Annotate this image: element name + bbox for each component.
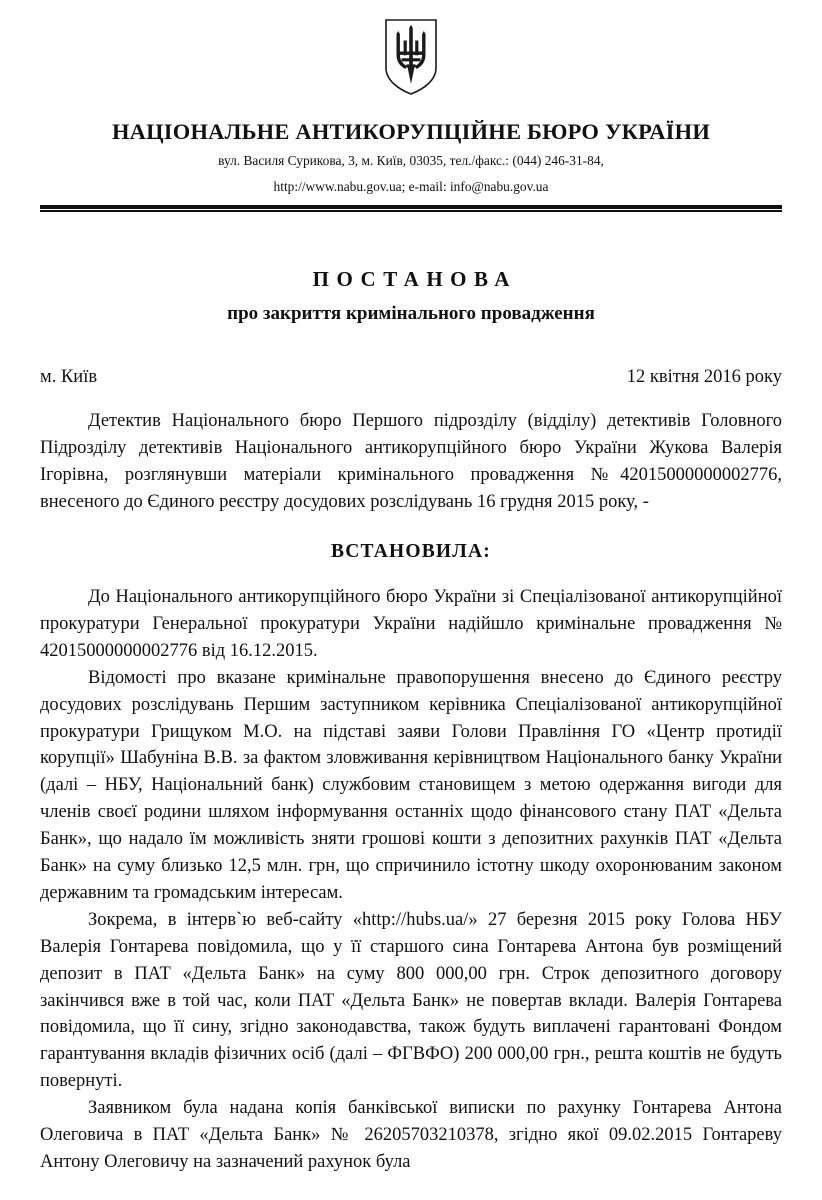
organization-name: НАЦІОНАЛЬНЕ АНТИКОРУПЦІЙНЕ БЮРО УКРАЇНИ bbox=[111, 119, 711, 144]
document-date: 12 квітня 2016 року bbox=[626, 367, 782, 387]
letterhead-address: вул. Василя Сурикова, 3, м. Київ, 03035, тел./факс.: (044) 246-31-84, bbox=[218, 153, 604, 168]
letterhead-emblem-container bbox=[40, 0, 782, 101]
letterhead-web-email: http://www.nabu.gov.ua; e-mail: info@nabu.gov.ua bbox=[273, 178, 549, 194]
divider-thin-bar bbox=[40, 210, 782, 212]
body-paragraph-3: Зокрема, в інтерв`ю веб-сайту «http://hubs.ua/» 27 березня 2015 року Голова НБУ Валерія Гонтарева повідомила, що у її старшого сина Гонтарева Антона був розміщений депозит в ПАТ «Дельта Банк» на суму 800 000,00 грн. Строк депозитного договору закінчився вже в той час, коли ПАТ «Дельта Банк» не повертав вклади. Валерія Гонтарева повідомила, що її сину, згідно законодавства, також будуть виплачені гарантовані Фондом гарантування вкладів фізичних осіб (далі – ФГВФО) 200 000,00 грн., решта коштів не будуть повернуті. bbox=[40, 909, 782, 1092]
body-paragraph-4: Заявником була надана копія банківської виписки по рахунку Гонтарева Антона Олеговича в ПАТ «Дельта Банк» № 26205703210378, згідно якої 09.02.2015 Гонтареву Антону Олеговичу на зазначений рахунок була bbox=[40, 1098, 782, 1173]
body-paragraph-2: Відомості про вказане кримінальне правопорушення внесено до Єдиного реєстру досудових розслідувань Першим заступником керівника Спеціалізованої антикорупційної прокуратури Грищуком М.О. на підставі заяви Голови Правління ГО «Центр протидії корупції» Шабуніна В.В. за фактом зловживання керівництвом Національного банку України (далі – НБУ, Національний банк) службовим становищем з метою одержання вигоди для членів своєї родини шляхом інформування останніх щодо фінансового стану ПАТ «Дельта Банк», що надало їм можливість зняти грошові кошти з депозитних рахунків ПАТ «Дельта Банк» на суму близько 12,5 млн. грн, що спричинило істотну шкоду охоронюваним законом державним та громадським інтересам. bbox=[40, 667, 782, 903]
ukraine-trident-coat-of-arms-icon bbox=[384, 18, 438, 96]
document-title: ПОСТАНОВА bbox=[312, 267, 517, 291]
place-and-date-row bbox=[40, 367, 782, 388]
body-paragraph-1: До Національного антикорупційного бюро України зі Спеціалізованої антикорупційної прокуратури Генеральної прокуратури України надійшло кримінальне провадження № 42015000000002776 від 16.12.2015. bbox=[40, 586, 782, 661]
document-place: м. Київ bbox=[40, 367, 98, 387]
document-body bbox=[40, 408, 782, 1176]
section-heading-established: ВСТАНОВИЛА: bbox=[330, 540, 492, 562]
document-subtitle: про закриття кримінального провадження bbox=[227, 303, 595, 324]
letterhead-divider bbox=[40, 205, 782, 212]
intro-paragraph: Детектив Національного бюро Першого підрозділу (відділу) детективів Головного Підрозділу детективів Національного антикорупційного бюро України Жукова Валерія Ігорівна, розглянувши матеріали кримінального провадження №42015000000002776, внесеного до Єдиного реєстру досудових розслідувань 16 грудня 2015 року, - bbox=[40, 411, 782, 512]
